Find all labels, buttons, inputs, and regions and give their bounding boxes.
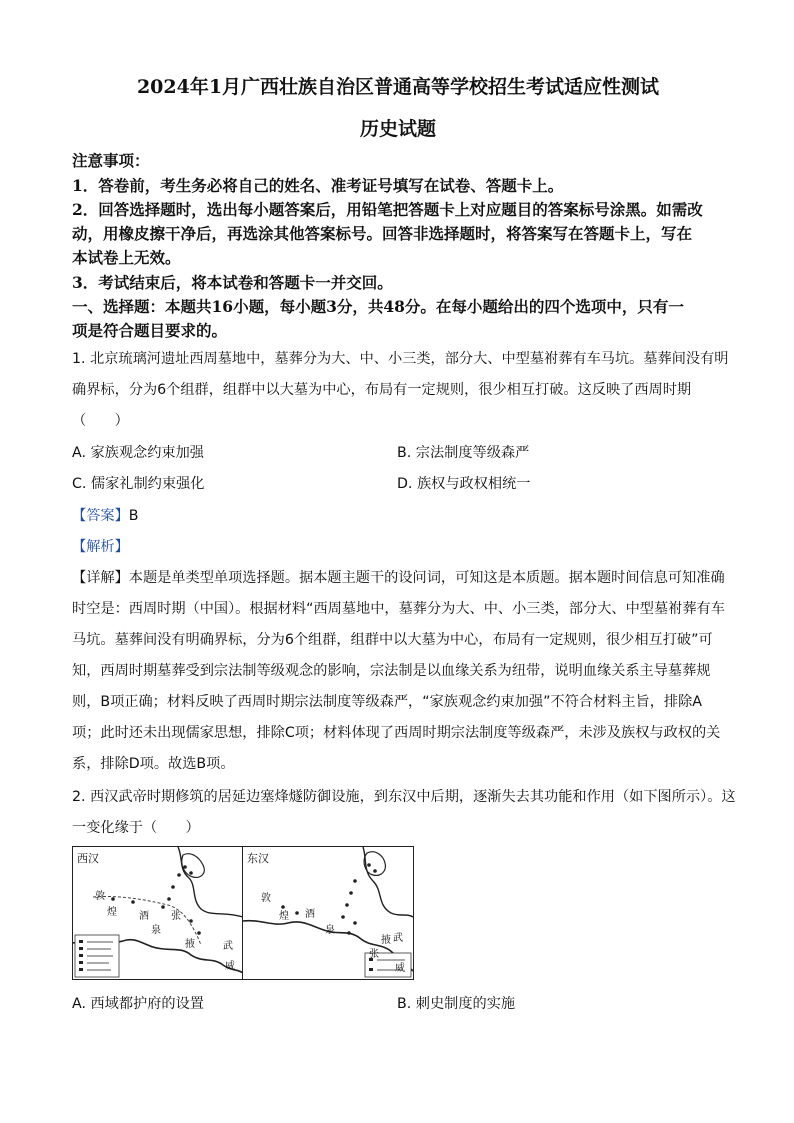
place-label: 威	[225, 961, 235, 972]
place-label: 张	[369, 949, 379, 960]
q2-option-a: A. 西域都护府的设置	[72, 996, 204, 1012]
map-western-han-drawing	[73, 847, 243, 979]
notice-item: 3．考试结束后，将本试卷和答题卡一并交回。	[72, 273, 393, 292]
map-label: 东汉	[247, 852, 269, 865]
q1-detail: 系，排除D项。故选B项。	[72, 756, 235, 772]
place-label: 酒	[305, 909, 315, 920]
answer-tag: 【答案】	[72, 508, 129, 524]
q1-option-b: B. 宗法制度等级森严	[397, 445, 530, 461]
q2-stem: 2. 西汉武帝时期修筑的居延边塞烽燧防御设施，到东汉中后期，逐渐失去其功能和作用（如下图所示）。这	[72, 789, 736, 805]
answer-value: B	[128, 508, 139, 524]
notice-item: 动，用橡皮擦干净后，再选涂其他答案标号。回答非选择题时，将答案写在答题卡上，写在	[72, 224, 693, 243]
place-label: 敦	[95, 891, 105, 902]
map-eastern-han-drawing	[243, 847, 413, 979]
place-label: 武	[393, 933, 403, 944]
place-label: 酒	[139, 911, 149, 922]
notice-item: 2．回答选择题时，选出每小题答案后，用铅笔把答题卡上对应题目的答案标号涂黑。如需改	[72, 200, 703, 219]
q1-detail: 时空是：西周时期（中国）。根据材料“西周墓地中，墓葬分为大、中、小三类，部分大、中型墓祔葬有车	[72, 601, 725, 617]
place-label: 掖	[185, 939, 195, 950]
place-label: 泉	[151, 925, 161, 936]
q1-option-d: D. 族权与政权相统一	[397, 476, 531, 492]
map-label: 西汉	[77, 852, 99, 865]
q1-detail: 则，B项正确；材料反映了西周时期宗法制度等级森严，“家族观念约束加强”不符合材料主旨，排除A	[72, 694, 703, 710]
q1-stem: （ ）	[72, 413, 129, 429]
section-heading-cont: 项是符合题目要求的。	[72, 321, 228, 340]
place-label: 武	[223, 941, 233, 952]
place-label: 张	[171, 911, 181, 922]
place-label: 掖	[381, 935, 391, 946]
map-eastern-han	[242, 846, 414, 980]
place-label: 敦	[261, 893, 271, 904]
q2-stem: 一变化缘于（ ）	[72, 820, 200, 836]
q1-detail: 项；此时还未出现儒家思想，排除C项；材料体现了西周时期宗法制度等级森严，未涉及族权与政权的关	[72, 725, 721, 741]
q2-option-b: B. 刺史制度的实施	[397, 996, 516, 1012]
notice-item: 1．答卷前，考生务必将自己的姓名、准考证号填写在试卷、答题卡上。	[72, 176, 564, 195]
notice-item: 本试卷上无效。	[72, 248, 181, 267]
q1-detail: 马坑。墓葬间没有明确界标，分为6个组群，组群中以大墓为中心，布局有一定规则，很少相互打破”可	[72, 632, 713, 648]
place-label: 煌	[107, 907, 117, 918]
q1-detail: 【详解】本题是单类型单项选择题。据本题主题干的设问词，可知这是本质题。据本题时间信息可知准确	[72, 570, 725, 586]
notice-heading: 注意事项：	[72, 151, 150, 170]
q1-detail: 知，西周时期墓葬受到宗法制等级观念的影响，宗法制是以血缘关系为纽带，说明血缘关系主导墓葬规	[72, 663, 711, 679]
section-heading: 一、选择题：本题共16小题，每小题3分，共48分。在每小题给出的四个选项中，只有一	[72, 297, 684, 316]
q1-analysis-tag: 【解析】	[72, 539, 129, 555]
page-subtitle: 历史试题	[359, 118, 436, 140]
place-label: 威	[395, 963, 405, 974]
place-label: 煌	[279, 911, 289, 922]
q1-stem: 确界标，分为6个组群，组群中以大墓为中心，布局有一定规则，很少相互打破。这反映了西周时期	[72, 382, 692, 398]
map-western-han	[72, 846, 244, 980]
page-title: 2024年1月广西壮族自治区普通高等学校招生考试适应性测试	[136, 76, 660, 98]
q1-stem: 1. 北京琉璃河遗址西周墓地中，墓葬分为大、中、小三类，部分大、中型墓祔葬有车马坑。墓葬间没有明	[72, 351, 729, 367]
q1-option-a: A. 家族观念约束加强	[72, 445, 204, 461]
q1-option-c: C. 儒家礼制约束强化	[72, 476, 205, 492]
q1-answer	[72, 505, 139, 525]
place-label: 泉	[325, 925, 335, 936]
